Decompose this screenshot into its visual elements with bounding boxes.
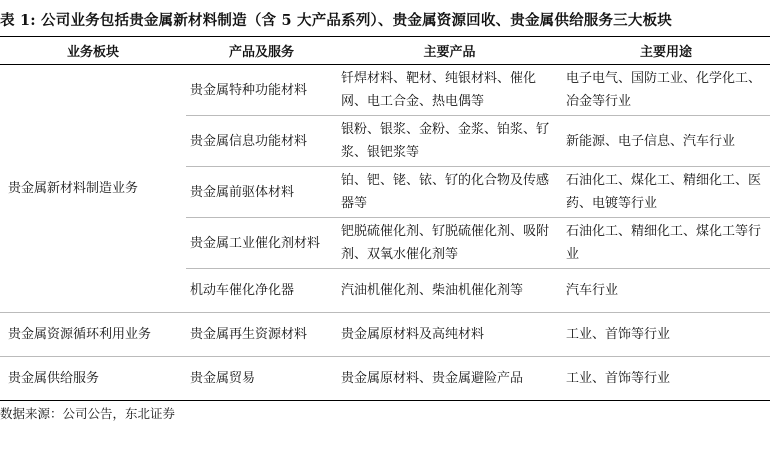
product-cell: 贵金属特种功能材料 — [186, 65, 337, 116]
table-row — [0, 357, 770, 401]
main-product-cell: 贵金属原材料及高纯材料 — [337, 313, 562, 357]
segment-cell: 贵金属资源循环利用业务 — [0, 313, 186, 357]
use-cell: 工业、首饰等行业 — [562, 313, 770, 357]
product-cell: 贵金属再生资源材料 — [186, 313, 337, 357]
use-cell: 电子电气、国防工业、化学化工、冶金等行业 — [562, 65, 770, 116]
segment-cell: 贵金属供给服务 — [0, 357, 186, 401]
table-header-row — [0, 37, 770, 65]
main-product-cell: 钯脱硫催化剂、钌脱硫催化剂、吸附剂、双氧水催化剂等 — [337, 218, 562, 269]
product-cell: 贵金属贸易 — [186, 357, 337, 401]
product-cell: 贵金属工业催化剂材料 — [186, 218, 337, 269]
use-cell: 工业、首饰等行业 — [562, 357, 770, 401]
main-product-cell: 银粉、银浆、金粉、金浆、铂浆、钌浆、银钯浆等 — [337, 116, 562, 167]
use-cell: 汽车行业 — [562, 269, 770, 313]
product-cell: 贵金属前驱体材料 — [186, 167, 337, 218]
table-title: 表 1: 公司业务包括贵金属新材料制造（含 5 大产品系列）、贵金属资源回收、贵金属供给服务三大板块 — [0, 12, 672, 29]
product-cell: 贵金属信息功能材料 — [186, 116, 337, 167]
header-product: 产品及服务 — [186, 37, 337, 65]
use-cell: 新能源、电子信息、汽车行业 — [562, 116, 770, 167]
use-cell: 石油化工、精细化工、煤化工等行业 — [562, 218, 770, 269]
segment-cell: 贵金属新材料制造业务 — [0, 65, 186, 313]
table-row — [0, 313, 770, 357]
source-note: 数据来源：公司公告，东北证券 — [0, 406, 176, 421]
use-cell: 石油化工、煤化工、精细化工、医药、电镀等行业 — [562, 167, 770, 218]
header-main-uses: 主要用途 — [562, 37, 770, 65]
main-product-cell: 贵金属原材料、贵金属避险产品 — [337, 357, 562, 401]
product-cell: 机动车催化净化器 — [186, 269, 337, 313]
table-row — [0, 65, 770, 116]
main-product-cell: 铂、钯、铑、铱、钌的化合物及传感器等 — [337, 167, 562, 218]
business-table — [0, 36, 770, 401]
main-product-cell: 汽油机催化剂、柴油机催化剂等 — [337, 269, 562, 313]
header-main-products: 主要产品 — [337, 37, 562, 65]
header-segment: 业务板块 — [0, 37, 186, 65]
main-product-cell: 钎焊材料、靶材、纯银材料、催化网、电工合金、热电偶等 — [337, 65, 562, 116]
